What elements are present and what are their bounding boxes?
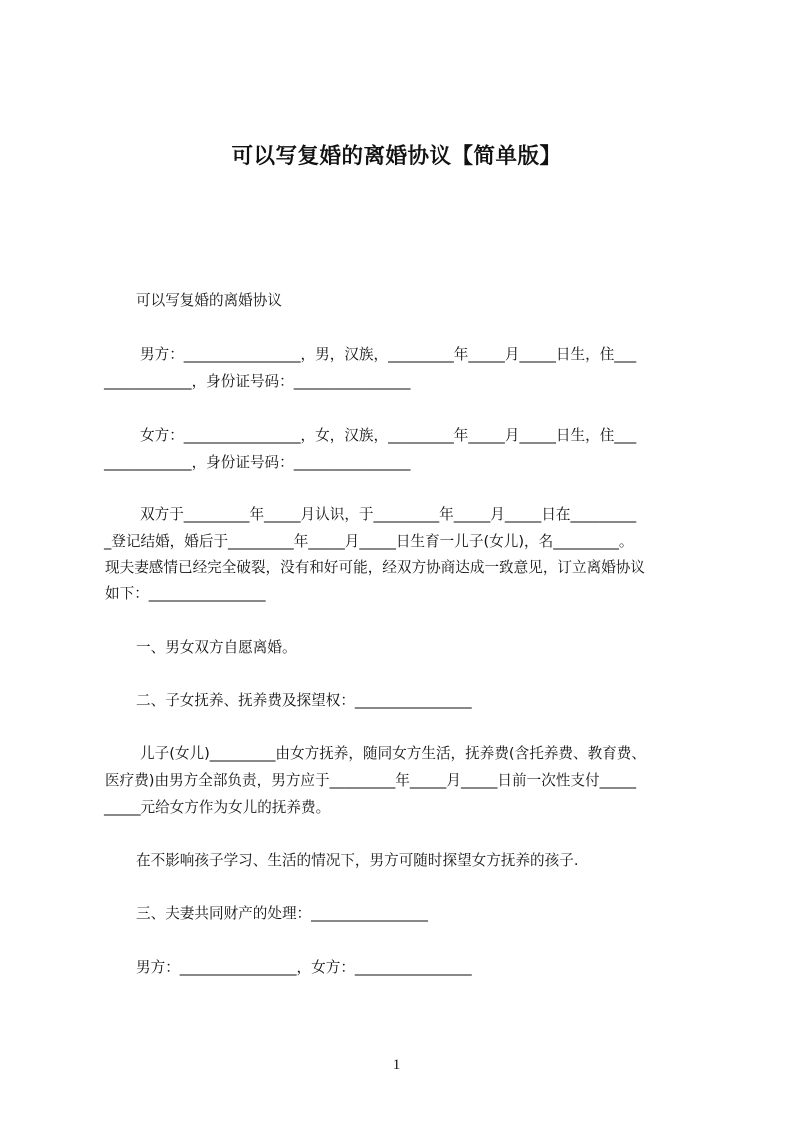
page-number: 1 — [392, 1057, 401, 1073]
document-title: 可以写复婚的离婚协议【简单版】 — [231, 144, 562, 169]
background-line-4: 如下：________________ — [105, 585, 266, 602]
female-party-line-1: 女方：________________，女，汉族，_________年_____月_____日生，住___ — [140, 427, 637, 444]
male-party-line-1: 男方：________________，男，汉族，_________年_____月_____日生，住___ — [140, 346, 637, 363]
custody-line-3: _____元给女方作为女儿的抚养费。 — [104, 799, 331, 816]
custody-line-2: 医疗费)由男方全部负责，男方应于_________年_____月_____日前一次性支付_____ — [105, 772, 637, 789]
visitation-text: 在不影响孩子学习、生活的情况下，男方可随时探望女方抚养的孩子. — [136, 852, 579, 869]
clause-1: 一、男女双方自愿离婚。 — [136, 639, 297, 656]
custody-line-1: 儿子(女儿)_________由女方抚养，随同女方生活，抚养费(含托养费、教育费、 — [140, 745, 646, 762]
female-party-line-2: ____________，身份证号码：________________ — [104, 454, 411, 471]
clause-3: 三、夫妻共同财产的处理：________________ — [136, 905, 428, 922]
background-line-1: 双方于_________年_____月认识，于_________年_____月_____日在_________ — [140, 506, 637, 523]
document-subtitle: 可以写复婚的离婚协议 — [136, 292, 282, 309]
signature-line: 男方：________________，女方：________________ — [136, 959, 472, 976]
background-line-2: _登记结婚，婚后于_________年_____月_____日生育一儿子(女儿)，名_________。 — [104, 533, 634, 550]
male-party-line-2: ____________，身份证号码：________________ — [104, 373, 411, 390]
clause-2: 二、子女抚养、抚养费及探望权：________________ — [136, 692, 472, 709]
background-line-3: 现夫妻感情已经完全破裂，没有和好可能，经双方协商达成一致意见，订立离婚协议 — [105, 559, 645, 576]
